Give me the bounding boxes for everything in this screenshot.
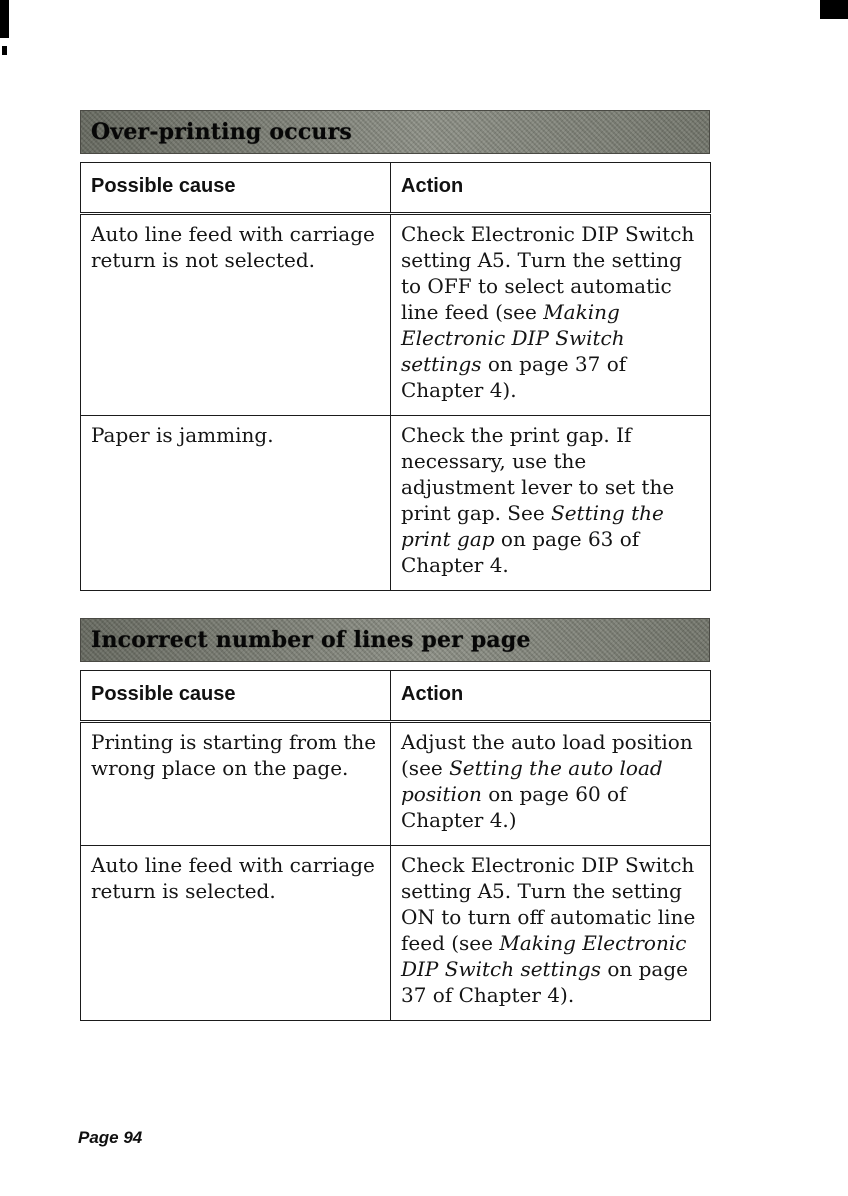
page-number: Page 94: [78, 1128, 143, 1147]
trouble-table-overprinting: [80, 110, 710, 591]
action-cell: [391, 416, 711, 591]
action-cell: [391, 722, 711, 846]
cause-cell: [81, 846, 391, 1021]
table-title-bar: [80, 110, 710, 154]
table-title: Over-printing occurs: [91, 119, 352, 145]
cause-text: Auto line feed with carriage return is not selected.: [91, 222, 375, 272]
trouble-table-lines-per-page: [80, 618, 710, 1021]
cause-cell: [81, 416, 391, 591]
action-text: on page 63 of Chapter 4.: [401, 527, 640, 577]
action-cell: [391, 214, 711, 416]
table-header-row: [81, 671, 711, 722]
header-possible-cause: Possible cause: [81, 671, 391, 722]
cause-cell: [81, 214, 391, 416]
action-text-italic: Making Electronic DIP Switch settings: [401, 300, 625, 376]
table-row: [81, 416, 711, 591]
scan-artifact-top-left-bar: [0, 0, 9, 38]
header-action: Action: [391, 671, 711, 722]
table-row: [81, 846, 711, 1021]
action-text: Check Electronic DIP Switch setting A5. Turn the setting ON to turn off automatic line feed (see: [401, 853, 696, 955]
header-possible-cause: Possible cause: [81, 163, 391, 214]
action-text: Check the print gap. If necessary, use the adjustment lever to set the print gap. See: [401, 423, 675, 525]
table-row: [81, 214, 711, 416]
action-text-italic: Setting the print gap: [401, 501, 664, 551]
action-cell: [391, 846, 711, 1021]
scan-artifact-top-left-dot: [2, 46, 7, 55]
cause-action-table: [80, 162, 711, 591]
table-title-bar: [80, 618, 710, 662]
table-row: [81, 722, 711, 846]
cause-action-table: [80, 670, 711, 1021]
table-title: Incorrect number of lines per page: [91, 627, 531, 653]
action-text-italic: Setting the auto load position: [401, 756, 663, 806]
cause-text: Paper is jamming.: [91, 423, 274, 447]
action-text: Adjust the auto load position (see: [401, 730, 693, 780]
scan-artifact-top-right-block: [820, 0, 848, 19]
action-text: on page 37 of Chapter 4).: [401, 957, 688, 1007]
action-text: Check Electronic DIP Switch setting A5. Turn the setting to OFF to select automatic line feed (see: [401, 222, 695, 324]
cause-text: Auto line feed with carriage return is selected.: [91, 853, 375, 903]
header-action: Action: [391, 163, 711, 214]
cause-text: Printing is starting from the wrong place on the page.: [91, 730, 377, 780]
action-text-italic: Making Electronic DIP Switch settings: [401, 931, 687, 981]
cause-cell: [81, 722, 391, 846]
action-text: on page 37 of Chapter 4).: [401, 352, 627, 402]
action-text: on page 60 of Chapter 4.): [401, 782, 627, 832]
table-header-row: [81, 163, 711, 214]
